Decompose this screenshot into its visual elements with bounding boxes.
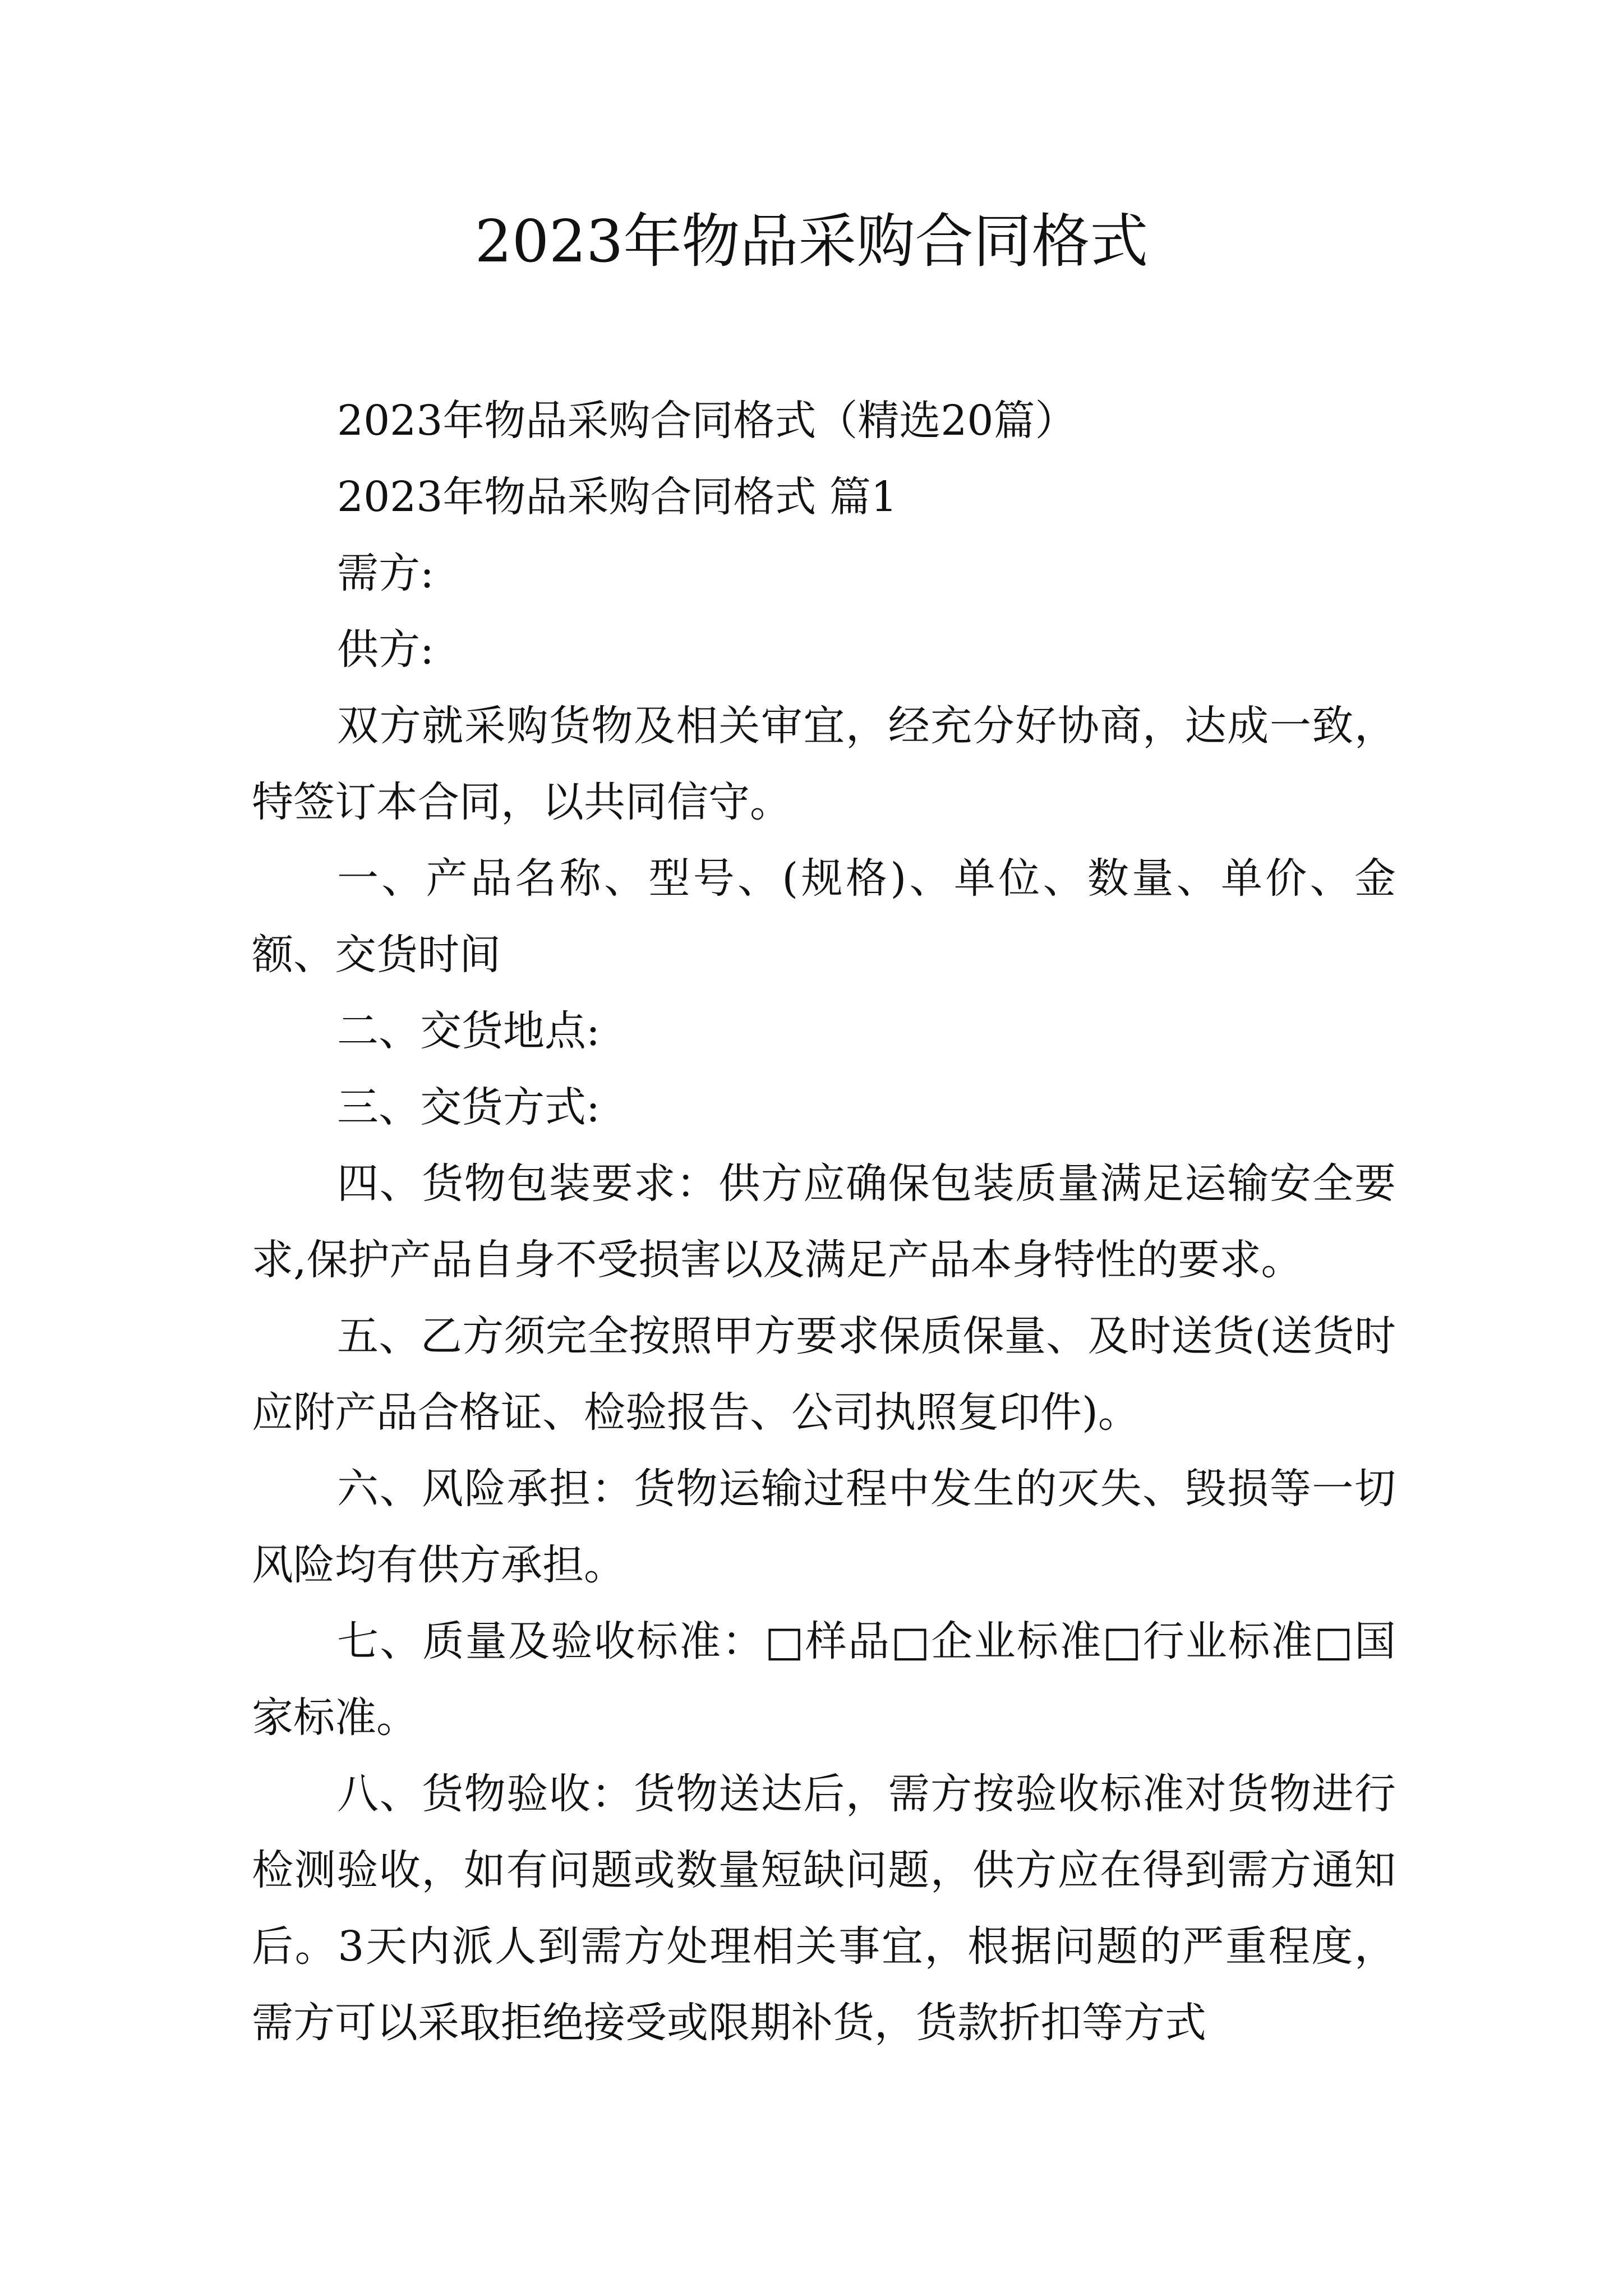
paragraph-clause-8: 八、货物验收：货物送达后，需方按验收标准对货物进行检测验收，如有问题或数量短缺问题，供方应在得到需方通知后。3天内派人到需方处理相关事宜，根据问题的严重程度，需方可以采取拒绝接受或限期补货，货款折扣等方式 [252, 1770, 1396, 2047]
paragraph-preamble: 双方就采购货物及相关审宜，经充分好协商，达成一致，特签订本合同，以共同信守。 [252, 702, 1396, 826]
paragraph-supplier: 供方: [337, 625, 434, 674]
paragraph-article-heading: 2023年物品采购合同格式 篇1 [337, 473, 897, 521]
paragraph-subtitle: 2023年物品采购合同格式（精选20篇） [337, 397, 1077, 445]
paragraph-clause-6: 六、风险承担：货物运输过程中发生的灭失、毁损等一切风险均有供方承担。 [252, 1465, 1396, 1589]
paragraph-clause-5: 五、乙方须完全按照甲方要求保质保量、及时送货(送货时应附产品合格证、检验报告、公司执照复印件)。 [252, 1312, 1396, 1437]
document-body [252, 383, 1396, 2061]
paragraph-clause-3: 三、交货方式: [337, 1083, 600, 1131]
document-title: 2023年物品采购合同格式 [474, 207, 1149, 275]
paragraph-buyer: 需方: [337, 549, 434, 597]
paragraph-clause-2: 二、交货地点: [337, 1007, 600, 1055]
paragraph-clause-7: 七、质量及验收标准：□样品□企业标准□行业标准□国家标准。 [252, 1617, 1396, 1742]
paragraph-clause-1: 一、产品名称、型号、(规格)、单位、数量、单价、金额、交货时间 [252, 854, 1396, 979]
paragraph-clause-4: 四、货物包装要求：供方应确保包装质量满足运输安全要求,保护产品自身不受损害以及满足产品本身特性的要求。 [252, 1159, 1396, 1284]
